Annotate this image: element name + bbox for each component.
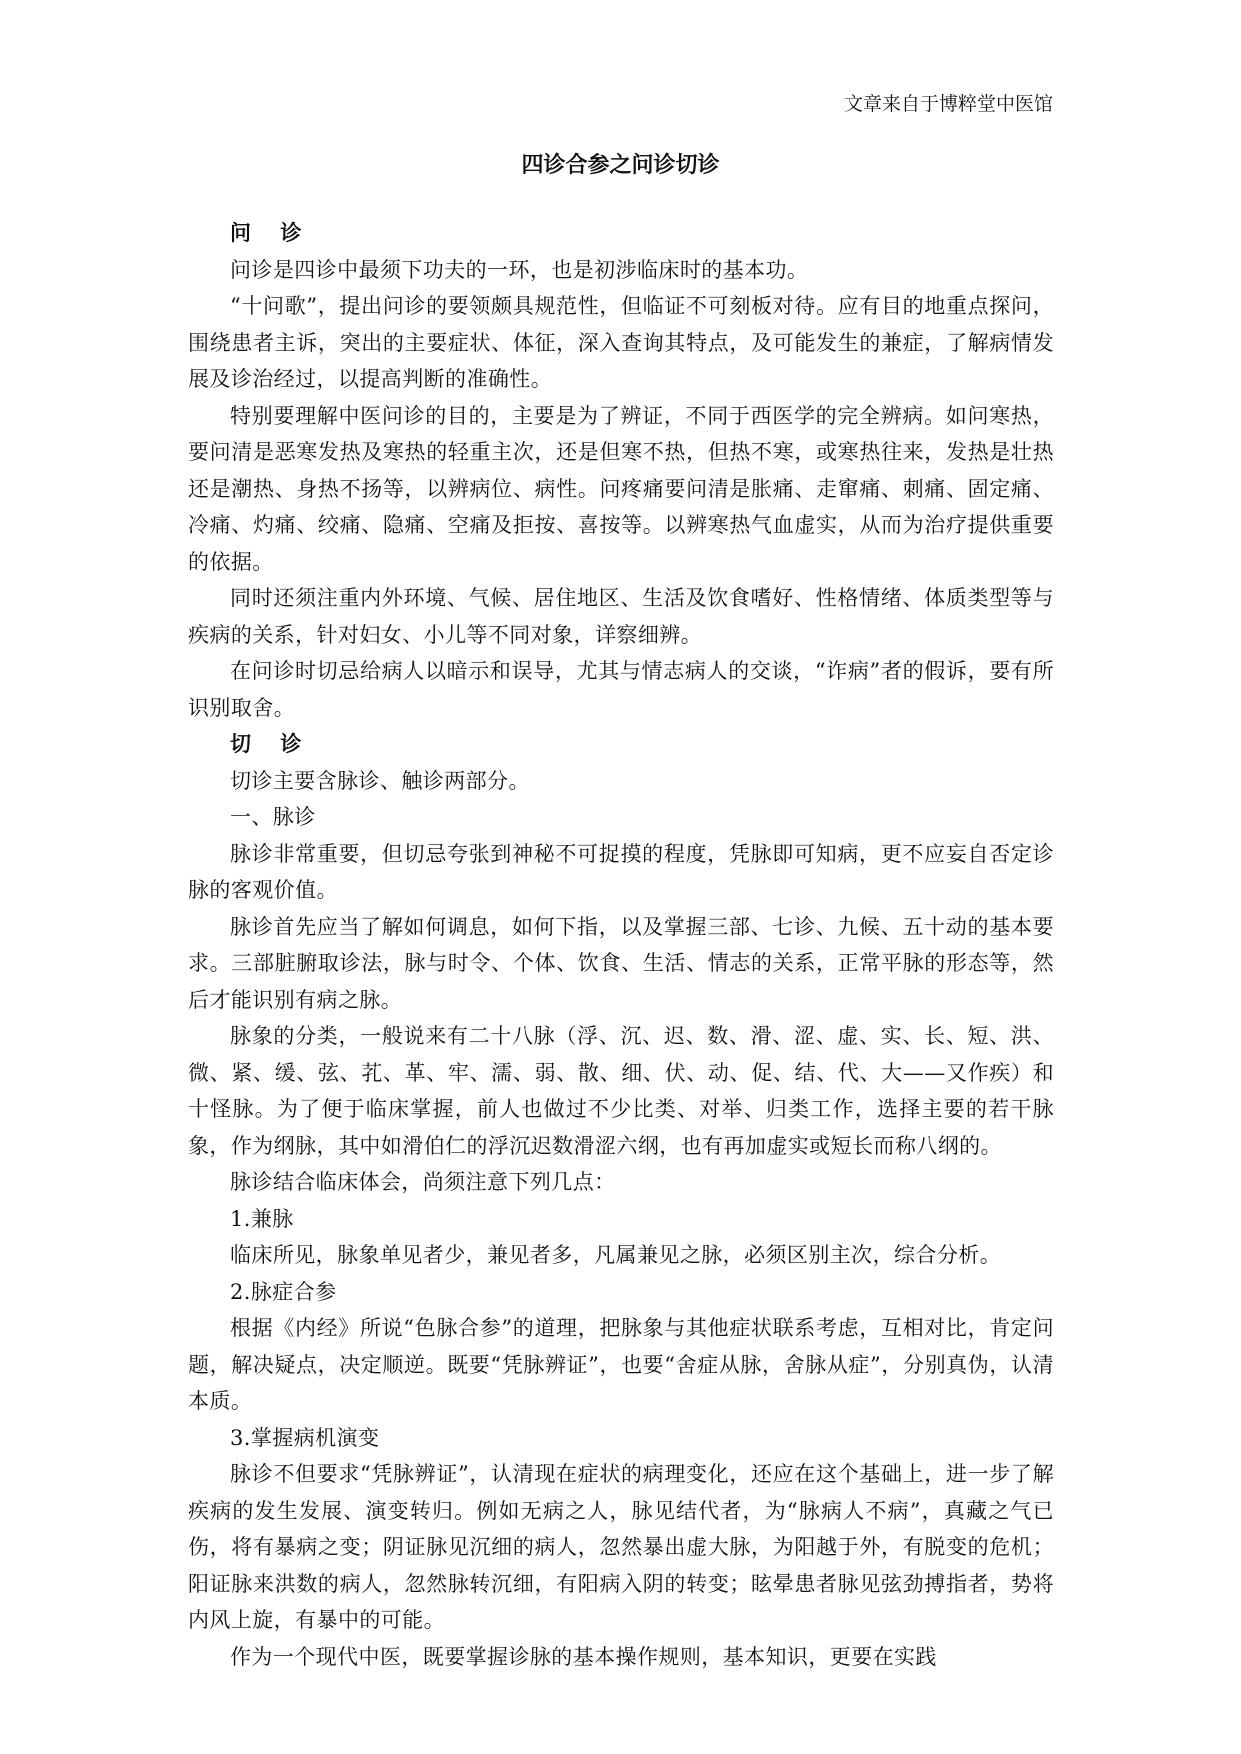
paragraph: 根据《内经》所说“色脉合参”的道理，把脉象与其他症状联系考虑，互相对比，肯定问题，解决疑点，决定顺逆。既要“凭脉辨证”，也要“舍症从脉，舍脉从症”，分别真伪，认清本质。	[188, 1316, 1054, 1413]
section-heading-inquiry: 问诊	[230, 220, 331, 245]
paragraph: 在问诊时切忌给病人以暗示和误导，尤其与情志病人的交谈，“诈病”者的假诉，要有所识别取舍。	[188, 659, 1054, 720]
paragraph: 作为一个现代中医，既要掌握诊脉的基本操作规则，基本知识，更要在实践	[230, 1644, 937, 1669]
subheading: 2.脉症合参	[230, 1279, 337, 1304]
paragraph: 临床所见，脉象单见者少，兼见者多，凡属兼见之脉，必须区别主次，综合分析。	[230, 1243, 1002, 1267]
paragraph: 问诊是四诊中最须下功夫的一环，也是初涉临床时的基本功。	[230, 257, 809, 282]
source-note: 文章来自于博粹堂中医馆	[843, 93, 1053, 115]
document-body	[188, 215, 1054, 1675]
document-title: 四诊合参之问诊切诊	[521, 152, 720, 178]
paragraph: 切诊主要含脉诊、触诊两部分。	[230, 768, 530, 793]
paragraph: 特别要理解中医问诊的目的，主要是为了辨证，不同于西医学的完全辨病。如问寒热，要问清是恶寒发热及寒热的轻重主次，还是但寒不热，但热不寒，或寒热往来，发热是壮热还是潮热、身热不扬等，以辨病位、病性。问疼痛要问清是胀痛、走窜痛、刺痛、固定痛、冷痛、灼痛、绞痛、隐痛、空痛及拒按、喜按等。以辨寒热气血虚实，从而为治疗提供重要的依据。	[188, 403, 1054, 574]
section-heading-palpation: 切诊	[230, 731, 331, 756]
paragraph: 脉诊结合临床体会，尚须注意下列几点：	[230, 1170, 616, 1194]
subheading: 一、脉诊	[230, 805, 316, 829]
paragraph: 同时还须注重内外环境、气候、居住地区、生活及饮食嗜好、性格情绪、体质类型等与疾病的关系，针对妇女、小儿等不同对象，详察细辨。	[188, 586, 1054, 647]
subheading: 3.掌握病机演变	[230, 1425, 380, 1450]
paragraph: 脉诊首先应当了解如何调息，如何下指，以及掌握三部、七诊、九候、五十动的基本要求。三部脏腑取诊法，脉与时令、个体、饮食、生活、情志的关系，正常平脉的形态等，然后才能识别有病之脉。	[188, 914, 1054, 1012]
paragraph: 脉象的分类，一般说来有二十八脉（浮、沉、迟、数、滑、涩、虚、实、长、短、洪、微、紧、缓、弦、芤、革、牢、濡、弱、散、细、伏、动、促、结、代、大——又作疾）和十怪脉。为了便于临床掌握，前人也做过不少比类、对举、归类工作，选择主要的若干脉象，作为纲脉，其中如滑伯仁的浮沉迟数滑涩六纲，也有再加虚实或短长而称八纲的。	[188, 1024, 1054, 1158]
paragraph: “十问歌”，提出问诊的要领颇具规范性，但临证不可刻板对待。应有目的地重点探问，围绕患者主诉，突出的主要症状、体征，深入查询其特点，及可能发生的兼症，了解病情发展及诊治经过，以提高判断的准确性。	[188, 294, 1054, 391]
paragraph: 脉诊不但要求“凭脉辨证”，认清现在症状的病理变化，还应在这个基础上，进一步了解疾病的发生发展、演变转归。例如无病之人，脉见结代者，为“脉病人不病”，真藏之气已伤，将有暴病之变；阴证脉见沉细的病人，忽然暴出虚大脉，为阳越于外，有脱变的危机；阳证脉来洪数的病人，忽然脉转沉细，有阳病入阴的转变；眩晕患者脉见弦劲搏指者，势将内风上旋，有暴中的可能。	[188, 1462, 1054, 1632]
paragraph: 脉诊非常重要，但切忌夸张到神秘不可捉摸的程度，凭脉即可知病，更不应妄自否定诊脉的客观价值。	[188, 841, 1054, 902]
subheading: 1.兼脉	[230, 1206, 294, 1231]
